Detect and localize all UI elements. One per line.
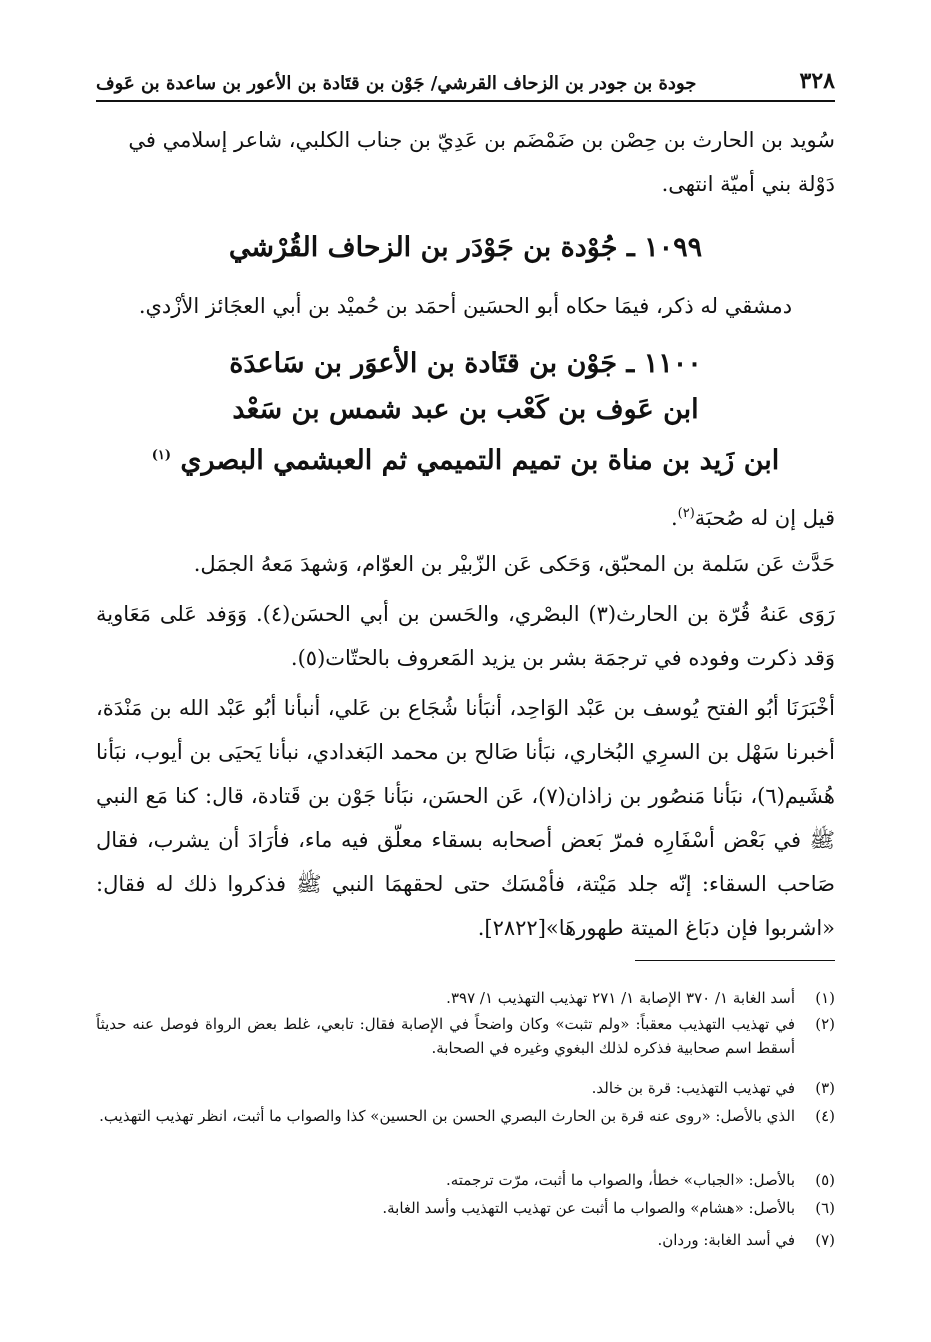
- running-title: جودة بن جودر بن الزحاف القرشي/ جَوْن بن قتَادة بن الأعور بن ساعدة بن عَوف: [96, 73, 697, 94]
- footnote-text: بالأصل: «هشام» والصواب ما أثبت عن تهذيب التهذيب وأسد الغابة.: [382, 1199, 795, 1217]
- footnote-text: أسد الغابة ١/ ٣٧٠ الإصابة ١/ ٢٧١ تهذيب التهذيب ١/ ٣٩٧.: [446, 989, 795, 1007]
- entry-1100-title-line-1: ١١٠٠ ـ جَوْن بن قتَادة بن الأعوَر بن سَاعدَة: [229, 348, 702, 379]
- intro-line-1: سُويد بن الحارث بن حِصْن بن ضَمْضَم بن عَدِيّ بن جناب الكلبي، شاعر إسلامي في: [128, 128, 835, 152]
- page-number: ٣٢٨: [799, 68, 835, 94]
- footnote-separator: [635, 960, 835, 961]
- narration-paragraph: حَدَّث عَن سَلمة بن المحبّق، وَحَكى عَن الزّبيْر بن العوّام، وَشهدَ مَعهُ الجمَل.: [193, 552, 835, 576]
- footnote-text: بالأصل: «الجباب» خطأ، والصواب ما أثبت، مرّت ترجمته.: [445, 1171, 795, 1189]
- footnote-text: في تهذيب التهذيب معقباً: «ولم تثبت» وكان واضحاً في الإصابة فقال: تابعي، غلط بعض الرواة فوصل عنه حديثاً أسقط اسم صحابية فذكره لذلك البغوي وغيره في الصحابة.: [96, 1015, 796, 1057]
- entry-1099-title: ١٠٩٩ ـ جُوْدة بن جَوْدَر بن الزحاف القُرْشي: [228, 232, 703, 263]
- footnote-7: [96, 1228, 835, 1252]
- footnote-3: [96, 1076, 835, 1100]
- footnote-number: (٣): [815, 1079, 835, 1097]
- footnote-number: (٥): [815, 1171, 835, 1189]
- footnote-text: الذي بالأصل: «روى عنه قرة بن الحارث البصري الحسن بن الحسين» كذا والصواب ما أثبت، انظر تهذيب التهذيب.: [99, 1107, 795, 1125]
- footnote-5: [96, 1168, 835, 1192]
- footnote-6: [96, 1196, 835, 1220]
- footnote-4: [96, 1104, 835, 1128]
- footnote-number: (٢): [815, 1015, 835, 1033]
- intro-line-2: دَوْلة بني أميّة انتهى.: [661, 172, 835, 196]
- hadith-paragraph: أخْبَرَنَا أبُو الفتح يُوسف بن عَبْد الوَاحِد، أنبَأنا شُجَاع بن عَلي، أنبأنا أبُو عَبْد الله بن مَنْدَة، أخبرنا سَهْل بن السرِي البُخاري، نبَأنا صَالح بن محمد البَغدادي، نبأنا يَحيَى بن أيوب، نبَأنا هُشَيم(٦)، نبَأنا مَنصُور بن زاذان(٧)، عَن الحسَن، نبَأنا جَوْن بن قَتادة، قال: كنا مَع النبي ﷺ في بَعْض أسْفَارِه فمرّ بَعض أصحابه بسقاء معلّق فيه ماء، فأرَادَ أن يشرب، فقال صَاحب السقاء: إنّه جلد مَيْتة، فأمْسَك حتى لحقهمَا النبي ﷺ فذكروا ذلك له فقال: «اشربوا فإن دبَاغ الميتة طهورهَا»[٢٨٢٢].: [96, 696, 835, 940]
- footnote-text: في أسد الغابة: وردان.: [657, 1231, 795, 1249]
- entry-1100-title-line-2: ابن عَوف بن كَعْب بن عبد شمس بن سَعْد: [232, 394, 699, 425]
- running-header: [96, 56, 835, 102]
- transmitters-paragraph: رَوَى عَنهُ قُرّة بن الحارث(٣) البصْري، والحَسن بن أبي الحسَن(٤). وَوَفد عَلى مَعَاوية وَقد ذكرت وفوده في ترجمَة بشر بن يزيد المَعروف بالحتّات(٥).: [96, 602, 836, 670]
- footnote-ref-2: (٢): [677, 506, 695, 521]
- footnote-2: [96, 1012, 835, 1060]
- entry-1100-title-line-3: [96, 434, 835, 483]
- entry-1099-text: دمشقي له ذكر، فيمَا حكاه أبو الحسَين أحمَد بن حُميْد بن أبي العجَائز الأزْدي.: [138, 294, 793, 318]
- companion-period: .: [670, 506, 678, 530]
- footnote-text: في تهذيب التهذيب: قرة بن خالد.: [591, 1079, 795, 1097]
- footnote-number: (٤): [815, 1107, 835, 1125]
- companion-text: قيل إن له صُحبَة: [694, 506, 835, 530]
- companion-line: [96, 492, 835, 540]
- footnote-ref-1: (١): [151, 448, 171, 463]
- footnote-number: (٦): [815, 1199, 835, 1217]
- entry-1100-title-text: ابن زَيد بن مناة بن تميم التميمي ثم العبشمي البصري: [180, 445, 780, 476]
- footnote-number: (١): [815, 989, 835, 1007]
- footnote-1: [96, 986, 835, 1010]
- footnote-number: (٧): [815, 1231, 835, 1249]
- intro-paragraph: [96, 118, 835, 206]
